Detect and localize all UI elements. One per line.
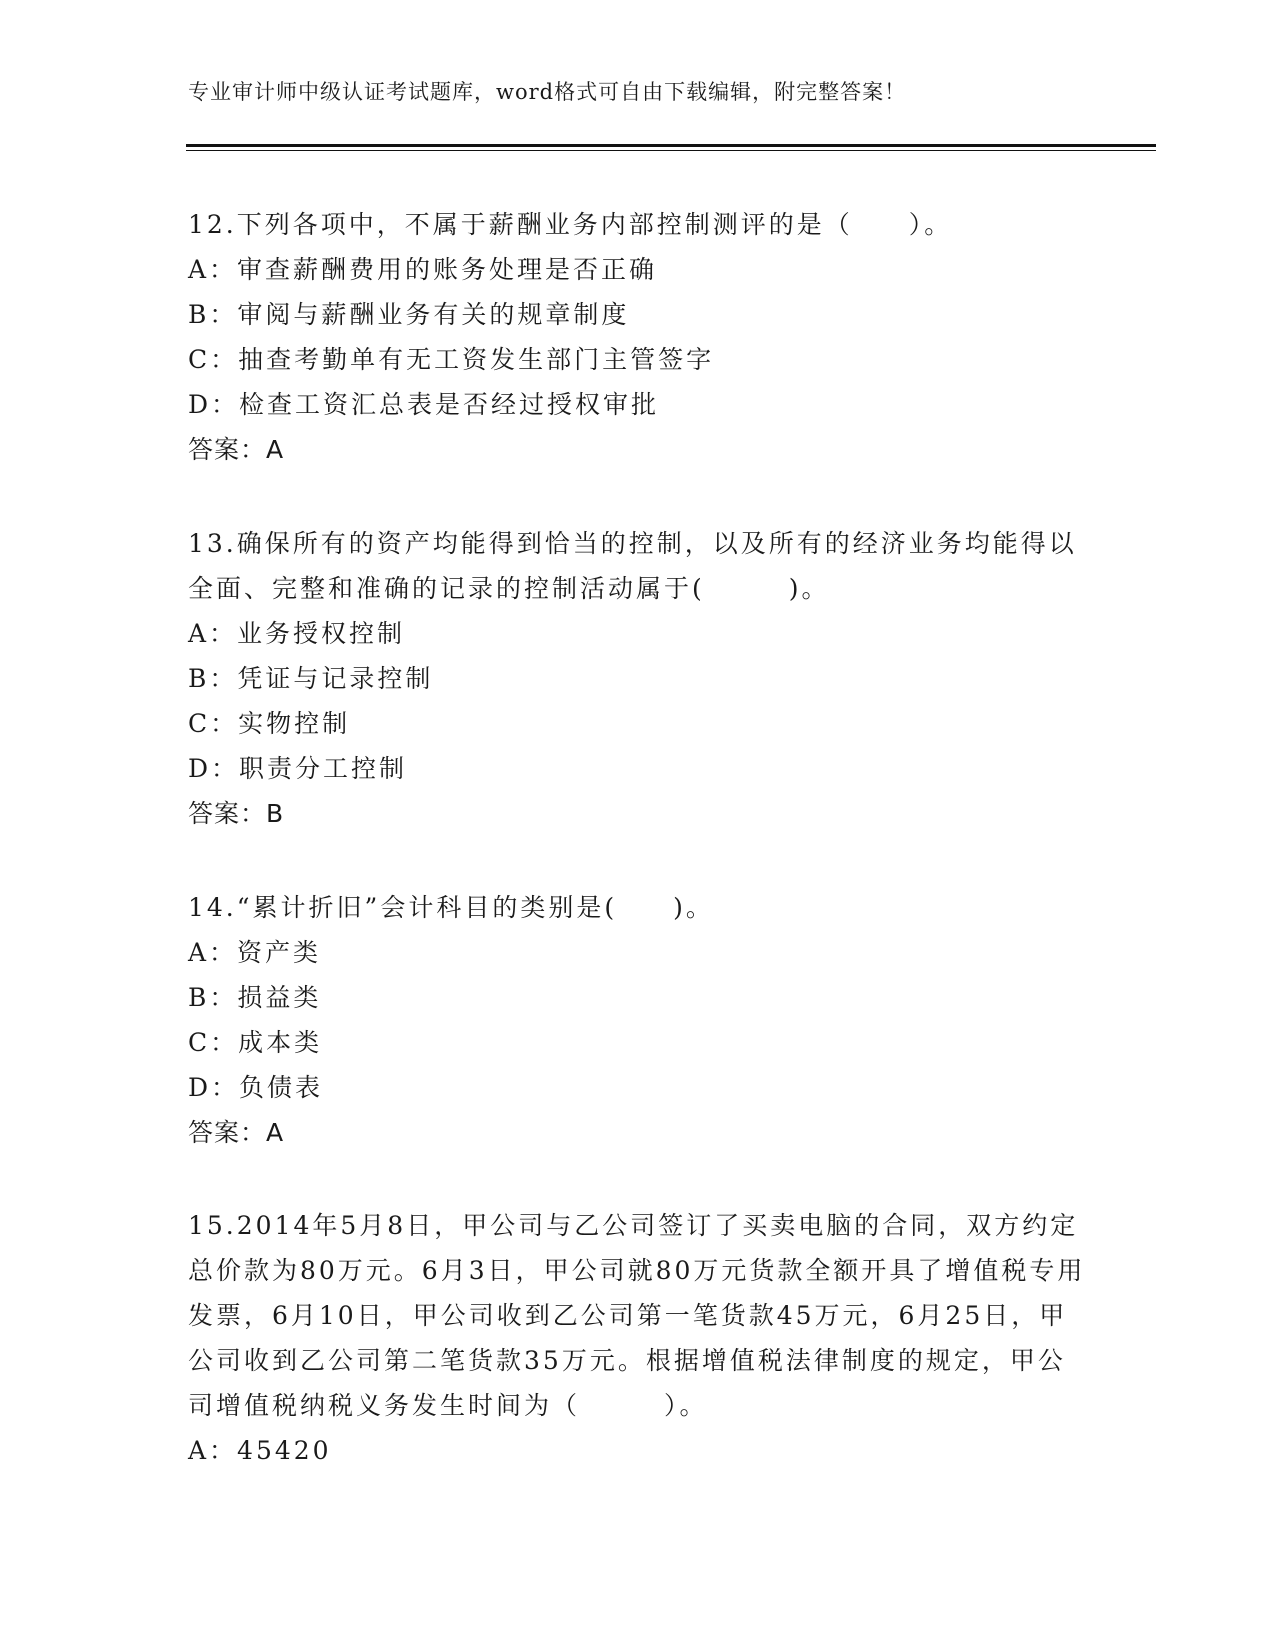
option-b: B：审阅与薪酬业务有关的规章制度 bbox=[188, 300, 630, 329]
option-b: B：凭证与记录控制 bbox=[188, 664, 434, 693]
question-15 bbox=[188, 1203, 1088, 1473]
question-stem: 15.2014年5月8日，甲公司与乙公司签订了买卖电脑的合同，双方约定总价款为80万元。6月3日，甲公司就80万元货款全额开具了增值税专用发票，6月10日，甲公司收到乙公司第一笔货款45万元，6月25日，甲公司收到乙公司第二笔货款35万元。根据增值税法律制度的规定，甲公司增值税纳税义务发生时间为（ ）。 bbox=[188, 1211, 1086, 1420]
option-a: A：业务授权控制 bbox=[188, 619, 406, 648]
option-a: A：资产类 bbox=[188, 938, 322, 967]
option-b: B：损益类 bbox=[188, 983, 322, 1012]
page-header: 专业审计师中级认证考试题库，word格式可自由下载编辑，附完整答案！ bbox=[188, 80, 907, 104]
question-stem: 13.确保所有的资产均能得到恰当的控制，以及所有的经济业务均能得以全面、完整和准确的记录的控制活动属于( )。 bbox=[188, 529, 1077, 603]
option-a: A：45420 bbox=[188, 1436, 332, 1465]
option-c: C：实物控制 bbox=[188, 709, 351, 738]
question-stem: 14.“累计折旧”会计科目的类别是( )。 bbox=[188, 893, 714, 922]
option-a: A：审查薪酬费用的账务处理是否正确 bbox=[188, 255, 658, 284]
header-rule-thick bbox=[186, 144, 1156, 147]
question-stem: 12.下列各项中，不属于薪酬业务内部控制测评的是（ ）。 bbox=[188, 210, 953, 239]
option-d: D：检查工资汇总表是否经过授权审批 bbox=[188, 390, 660, 419]
header-rule-thin bbox=[186, 150, 1156, 151]
option-d: D：负债表 bbox=[188, 1073, 324, 1102]
option-c: C：成本类 bbox=[188, 1028, 323, 1057]
question-13 bbox=[188, 521, 1088, 836]
option-d: D：职责分工控制 bbox=[188, 754, 408, 783]
answer: 答案：A bbox=[188, 1118, 285, 1147]
question-12 bbox=[188, 202, 1088, 472]
question-14 bbox=[188, 885, 1088, 1155]
answer: 答案：A bbox=[188, 435, 285, 464]
answer: 答案：B bbox=[188, 799, 285, 828]
option-c: C：抽查考勤单有无工资发生部门主管签字 bbox=[188, 345, 715, 374]
